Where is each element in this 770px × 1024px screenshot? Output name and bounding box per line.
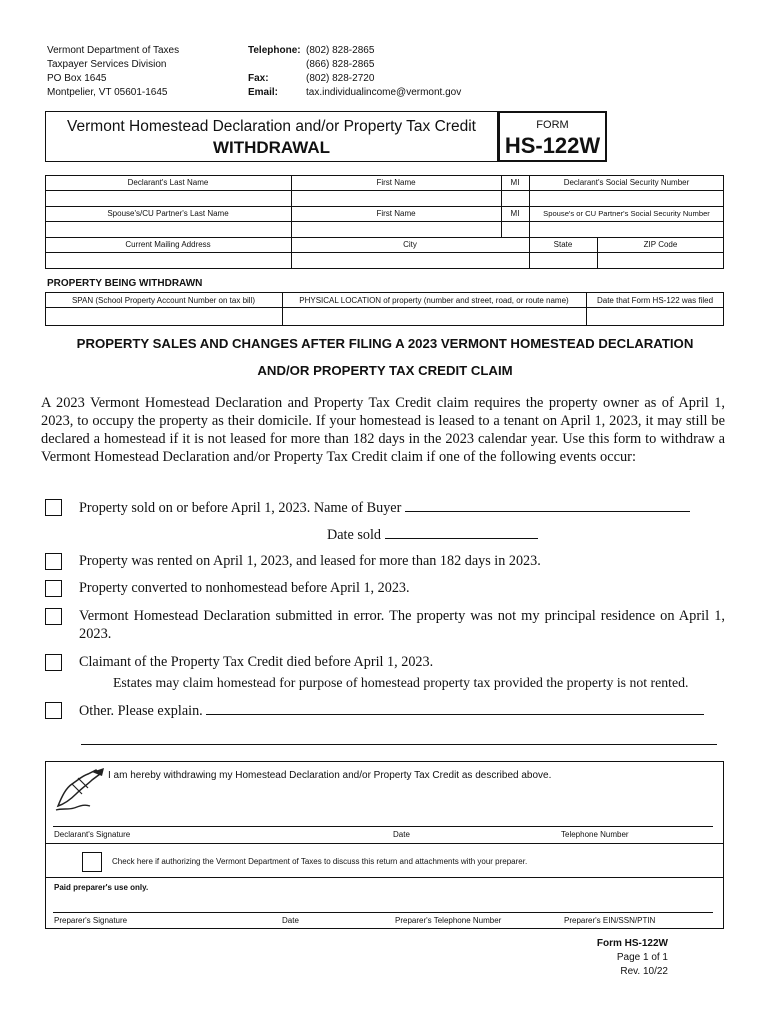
date-sold-field[interactable] <box>385 526 538 539</box>
spouse-first-name-field[interactable] <box>293 223 500 236</box>
signature-box <box>45 761 724 929</box>
declarant-signature-label: Declarant's Signature <box>54 830 131 839</box>
grid-line <box>45 307 724 308</box>
city-field[interactable] <box>293 254 528 267</box>
state-label: State <box>553 240 573 249</box>
authorize-preparer-text: Check here if authorizing the Vermont Department of Taxes to discuss this return and attachments with your preparer. <box>112 857 528 866</box>
span-label: SPAN (School Property Account Number on tax bill) <box>71 296 256 305</box>
declarant-mi-field[interactable] <box>503 192 528 205</box>
signature-divider <box>45 843 724 844</box>
preparer-phone-label: Preparer's Telephone Number <box>395 916 502 925</box>
span-field[interactable] <box>47 309 281 324</box>
footer-form: Form HS-122W <box>596 938 668 949</box>
declarant-ssn-field[interactable] <box>531 192 722 205</box>
property-heading: PROPERTY BEING WITHDRAWN <box>47 278 203 289</box>
estates-note: Estates may claim homestead for purpose of homestead property tax provided the property is not rented. <box>113 675 689 690</box>
spouse-last-name-label: Spouse's/CU Partner's Last Name <box>107 209 229 218</box>
grid-line <box>45 221 724 222</box>
grid-line <box>45 237 724 238</box>
telephone-1: (802) 828-2865 <box>306 45 375 56</box>
email-label: Email: <box>248 87 279 98</box>
declarant-ssn-label: Declarant's Social Security Number <box>563 178 690 187</box>
other-option <box>79 702 704 720</box>
fax-label: Fax: <box>248 73 269 84</box>
signature-statement: I am hereby withdrawing my Homestead Declaration and/or Property Tax Credit as described above. <box>108 770 552 781</box>
preparer-signature-line[interactable] <box>53 912 713 913</box>
form-label: FORM <box>536 119 569 131</box>
preparer-divider <box>45 877 724 878</box>
preparer-ein-label: Preparer's EIN/SSN/PTIN <box>564 916 656 925</box>
died-checkbox[interactable] <box>45 654 62 671</box>
footer-page: Page 1 of 1 <box>616 952 668 963</box>
converted-option: Property converted to nonhomestead before April 1, 2023. <box>79 580 410 596</box>
title-box <box>45 111 498 162</box>
form-subtitle: WITHDRAWAL <box>212 138 331 157</box>
rented-option: Property was rented on April 1, 2023, and leased for more than 182 days in 2023. <box>79 553 541 569</box>
date-filed-label: Date that Form HS-122 was filed <box>596 296 714 305</box>
agency-address <box>47 44 179 100</box>
spouse-first-name-label: First Name <box>376 209 416 218</box>
died-option: Claimant of the Property Tax Credit died before April 1, 2023. <box>79 654 434 670</box>
declarant-last-name-field[interactable] <box>47 192 290 205</box>
converted-checkbox[interactable] <box>45 580 62 597</box>
form-number: HS-122W <box>504 133 601 158</box>
spouse-ssn-field[interactable] <box>531 223 722 236</box>
footer-rev: Rev. 10/22 <box>620 966 668 977</box>
rented-checkbox[interactable] <box>45 553 62 570</box>
agency-line: Vermont Department of Taxes <box>47 45 180 56</box>
error-option: Vermont Homestead Declaration submitted in error. The property was not my principal residence on April 1, 2023. <box>79 608 725 642</box>
state-field[interactable] <box>531 254 596 267</box>
signature-date-label: Date <box>393 830 410 839</box>
buyer-name-field[interactable] <box>405 499 690 512</box>
intro-paragraph: A 2023 Vermont Homestead Declaration and Property Tax Credit claim requires the property owner as of April 1, 2023, to occupy the property as their domicile. If your homestead is leased to a tenant on April 1, 2023, it may still be declared a homestead if it is not leased for more than 182 days in the 2023 calendar year. Use this form to withdraw a Vermont Homestead Declaration and/or Property Tax Credit claim if one of the following events occur: <box>41 395 725 465</box>
date-filed-field[interactable] <box>588 309 722 324</box>
mailing-address-field[interactable] <box>47 254 290 267</box>
mailing-address-label: Current Mailing Address <box>125 240 211 249</box>
spouse-mi-field[interactable] <box>503 223 528 236</box>
declarant-last-name-label: Declarant's Last Name <box>127 178 209 187</box>
section-heading: PROPERTY SALES AND CHANGES AFTER FILING A 2023 VERMONT HOMESTEAD DECLARATION <box>76 336 694 351</box>
agency-line: Taxpayer Services Division <box>47 59 167 70</box>
grid-line <box>45 252 724 253</box>
city-label: City <box>403 240 417 249</box>
grid-line <box>45 206 724 207</box>
other-option-text: Other. Please explain. <box>79 703 203 719</box>
telephone-label: Telephone: <box>248 45 301 56</box>
date-sold-row <box>327 526 538 544</box>
error-checkbox[interactable] <box>45 608 62 625</box>
form-number-box <box>498 111 607 162</box>
preparer-signature-label: Preparer's Signature <box>54 916 128 925</box>
form-title: Vermont Homestead Declaration and/or Property Tax Credit <box>67 118 476 135</box>
other-checkbox[interactable] <box>45 702 62 719</box>
email-address: tax.individualincome@vermont.gov <box>306 87 462 98</box>
spouse-mi-label: MI <box>510 209 520 218</box>
zip-label: ZIP Code <box>643 240 678 249</box>
sold-option-text: Property sold on or before April 1, 2023. Name of Buyer <box>79 500 402 516</box>
location-field[interactable] <box>284 309 585 324</box>
grid-line <box>291 175 292 269</box>
spouse-ssn-label: Spouse's or CU Partner's Social Security Number <box>543 209 710 218</box>
declarant-first-name-field[interactable] <box>293 192 500 205</box>
zip-field[interactable] <box>599 254 722 267</box>
other-explain-line[interactable] <box>81 744 717 745</box>
agency-line: Montpelier, VT 05601-1645 <box>47 87 168 98</box>
section-heading-2: AND/OR PROPERTY TAX CREDIT CLAIM <box>257 363 513 378</box>
grid-line <box>529 175 530 269</box>
location-label: PHYSICAL LOCATION of property (number and street, road, or route name) <box>299 296 569 305</box>
sold-option <box>79 499 690 517</box>
telephone-number-label: Telephone Number <box>561 830 629 839</box>
telephone-2: (866) 828-2865 <box>306 59 375 70</box>
agency-line: PO Box 1645 <box>47 73 107 84</box>
preparer-date-label: Date <box>282 916 299 925</box>
sold-checkbox[interactable] <box>45 499 62 516</box>
declarant-mi-label: MI <box>510 178 520 187</box>
date-sold-text: Date sold <box>327 527 381 543</box>
sign-here-pen-icon <box>52 766 108 814</box>
spouse-last-name-field[interactable] <box>47 223 290 236</box>
declarant-first-name-label: First Name <box>376 178 416 187</box>
declarant-signature-line[interactable] <box>53 826 713 827</box>
other-explain-field[interactable] <box>206 702 704 715</box>
grid-line <box>45 190 724 191</box>
paid-preparer-label: Paid preparer's use only. <box>54 883 149 892</box>
authorize-preparer-checkbox[interactable] <box>82 852 102 872</box>
fax-number: (802) 828-2720 <box>306 73 375 84</box>
